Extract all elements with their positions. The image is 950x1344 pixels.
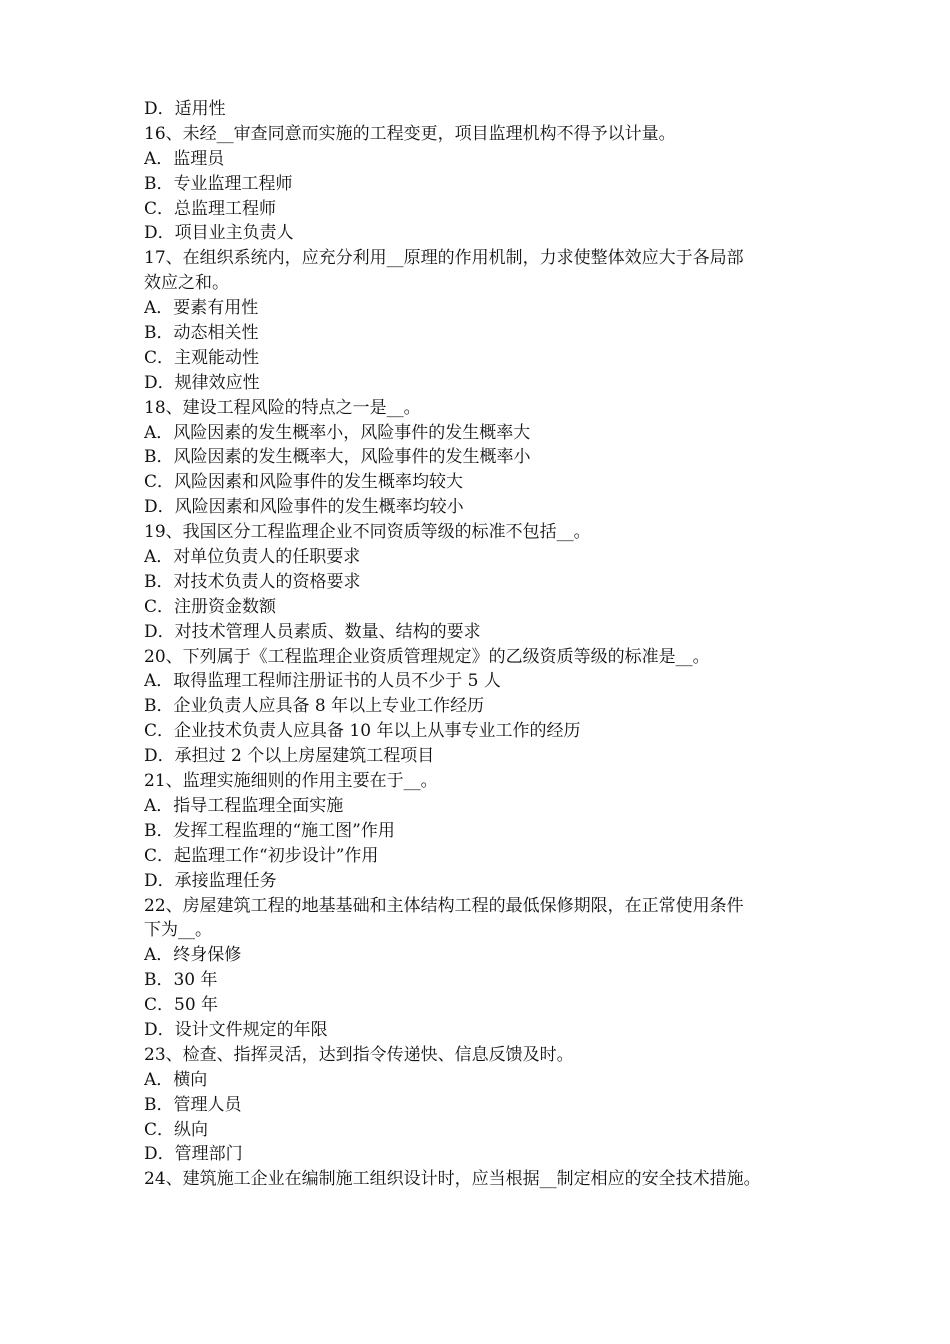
option-19-d: D．对技术管理人员素质、数量、结构的要求 — [144, 621, 481, 642]
option-23-d: D．管理部门 — [144, 1144, 243, 1165]
option-20-c: C．企业技术负责人应具备 10 年以上从事专业工作的经历 — [144, 721, 581, 742]
option-20-b: B．企业负责人应具备 8 年以上专业工作经历 — [144, 696, 485, 717]
option-16-c: C．总监理工程师 — [144, 198, 277, 219]
option-20-d: D．承担过 2 个以上房屋建筑工程项目 — [144, 746, 435, 767]
option-19-a: A．对单位负责人的任职要求 — [144, 547, 361, 568]
question-22-continued: 下为__。 — [144, 920, 212, 941]
question-19: 19、我国区分工程监理企业不同资质等级的标准不包括__。 — [144, 522, 591, 543]
question-23: 23、检查、指挥灵活，达到指令传递快、信息反馈及时。 — [144, 1044, 574, 1065]
option-19-b: B．对技术负责人的资格要求 — [144, 571, 361, 592]
option-19-c: C．注册资金数额 — [144, 596, 277, 617]
option-18-a: A．风险因素的发生概率小，风险事件的发生概率大 — [144, 422, 531, 443]
option-21-b: B．发挥工程监理的“施工图”作用 — [144, 820, 395, 841]
option-16-a: A．监理员 — [144, 148, 225, 169]
option-18-d: D．风险因素和风险事件的发生概率均较小 — [144, 497, 464, 518]
option-16-d: D．项目业主负责人 — [144, 223, 294, 244]
option-21-c: C．起监理工作“初步设计”作用 — [144, 845, 379, 866]
option-22-c: C．50 年 — [144, 995, 219, 1016]
question-22: 22、房屋建筑工程的地基基础和主体结构工程的最低保修期限，在正常使用条件 — [144, 895, 744, 916]
option-18-b: B．风险因素的发生概率大，风险事件的发生概率小 — [144, 447, 531, 468]
option-21-a: A．指导工程监理全面实施 — [144, 795, 344, 816]
question-16: 16、未经__审查同意而实施的工程变更，项目监理机构不得予以计量。 — [144, 123, 676, 144]
question-18: 18、建设工程风险的特点之一是__。 — [144, 397, 421, 418]
question-24: 24、建筑施工企业在编制施工组织设计时，应当根据__制定相应的安全技术措施。 — [144, 1169, 761, 1190]
option-18-c: C．风险因素和风险事件的发生概率均较大 — [144, 472, 464, 493]
option-22-a: A．终身保修 — [144, 945, 242, 966]
question-17-continued: 效应之和。 — [144, 273, 229, 294]
option-21-d: D．承接监理任务 — [144, 870, 277, 891]
question-20: 20、下列属于《工程监理企业资质管理规定》的乙级资质等级的标准是__。 — [144, 646, 710, 667]
option-22-d: D．设计文件规定的年限 — [144, 1019, 328, 1040]
option-17-d: D．规律效应性 — [144, 372, 260, 393]
option-23-c: C．纵向 — [144, 1119, 209, 1140]
question-17: 17、在组织系统内，应充分利用__原理的作用机制，力求使整体效应大于各局部 — [144, 248, 744, 269]
question-21: 21、监理实施细则的作用主要在于__。 — [144, 771, 438, 792]
option-17-a: A．要素有用性 — [144, 298, 259, 319]
option-20-a: A．取得监理工程师注册证书的人员不少于 5 人 — [144, 671, 501, 692]
option-16-b: B．专业监理工程师 — [144, 173, 293, 194]
option-17-c: C．主观能动性 — [144, 347, 260, 368]
option-15-d: D．适用性 — [144, 99, 226, 119]
option-23-b: B．管理人员 — [144, 1094, 242, 1115]
document-body — [144, 97, 814, 1192]
option-17-b: B．动态相关性 — [144, 323, 259, 344]
option-23-a: A．横向 — [144, 1069, 208, 1090]
option-22-b: B．30 年 — [144, 970, 218, 991]
